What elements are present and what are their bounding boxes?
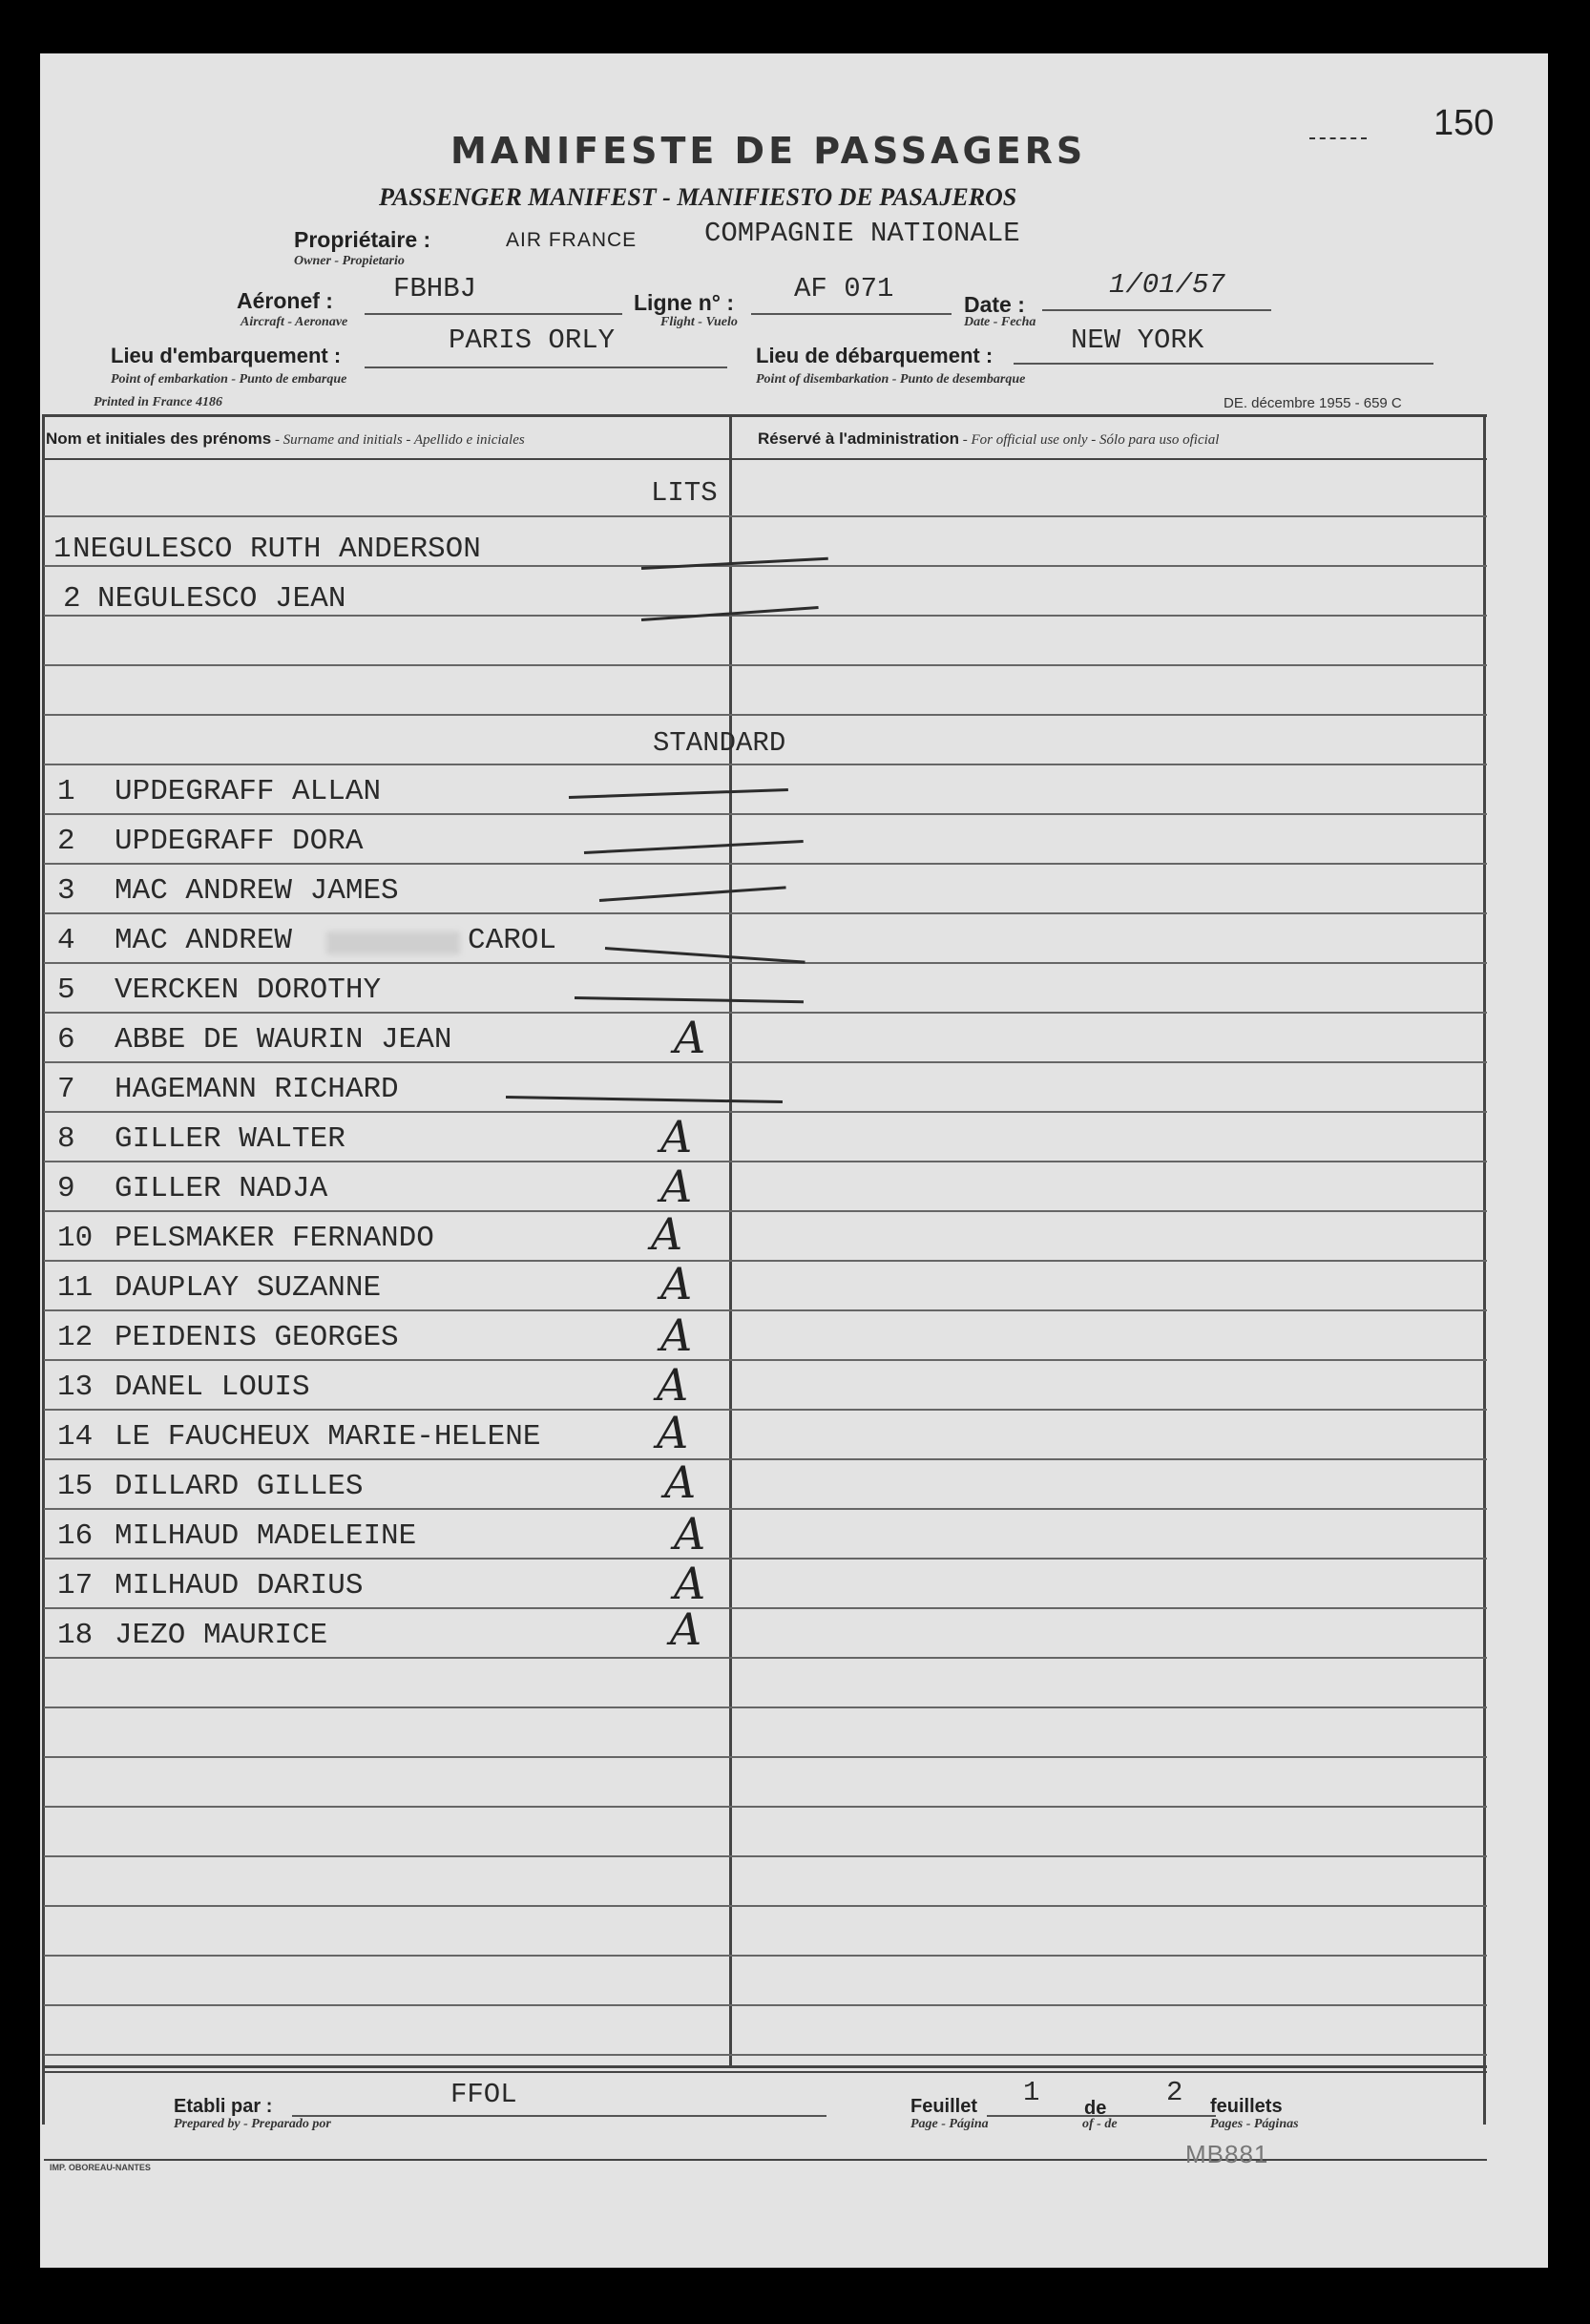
- row-number: 2: [57, 825, 75, 858]
- flight-label: Ligne n° :: [634, 290, 735, 315]
- passenger-name: VERCKEN DOROTHY: [115, 974, 382, 1007]
- date-value: 1/01/57: [1109, 269, 1225, 301]
- table-row: [40, 1166, 1472, 1216]
- table-right-border: [1483, 414, 1486, 2125]
- page-title: MANIFESTE DE PASSAGERS: [450, 130, 1087, 172]
- row-number: 6: [57, 1023, 75, 1057]
- passenger-name: DANEL LOUIS: [115, 1371, 310, 1404]
- column-header-admin-italic: - For official use only - Sólo para uso oficial: [958, 432, 1220, 448]
- passenger-name: PEIDENIS GEORGES: [115, 1321, 399, 1354]
- aircraft-label: Aéronef :: [237, 288, 333, 313]
- date-underline: [1042, 309, 1271, 311]
- handwritten-a-mark: A: [660, 1111, 693, 1162]
- handwritten-a-mark: A: [660, 1161, 693, 1212]
- row-rule: [44, 664, 1487, 666]
- sheet-sublabel-pages: Pages - Páginas: [1210, 2117, 1299, 2131]
- row-number: 13: [57, 1371, 94, 1404]
- table-row: [40, 769, 1472, 819]
- row-number: 7: [57, 1073, 75, 1106]
- row-number: 2: [63, 582, 81, 616]
- handwritten-a-mark: A: [660, 1258, 693, 1309]
- handwritten-a-mark: A: [657, 1359, 689, 1411]
- sheet-suffix: feuillets: [1210, 2096, 1283, 2117]
- table-row: [40, 1464, 1472, 1514]
- manifest-sheet: [40, 53, 1548, 2268]
- table-row-lits-2: [40, 576, 1472, 626]
- passenger-name: UPDEGRAFF DORA: [115, 825, 364, 858]
- sheet-label: Feuillet: [910, 2096, 978, 2117]
- row-number: 17: [57, 1569, 94, 1602]
- passenger-name: NEGULESCO JEAN: [97, 582, 346, 616]
- owner-sublabel: Owner - Propietario: [294, 254, 405, 268]
- aircraft-sublabel: Aircraft - Aeronave: [241, 315, 348, 329]
- row-rule: [44, 1855, 1487, 1857]
- table-row: [40, 1563, 1472, 1613]
- embark-label: Lieu d'embarquement :: [111, 344, 342, 367]
- date-label: Date :: [964, 292, 1025, 317]
- row-rule: [44, 515, 1487, 517]
- handwritten-a-mark: A: [657, 1407, 689, 1458]
- table-row: [40, 1266, 1472, 1315]
- table-row: [40, 1613, 1472, 1663]
- flight-value: AF 071: [794, 273, 894, 304]
- disembark-value: NEW YORK: [1071, 325, 1204, 356]
- passenger-name: DILLARD GILLES: [115, 1470, 364, 1503]
- row-number: 18: [57, 1619, 94, 1652]
- page-dash: [1309, 137, 1367, 139]
- passenger-name: UPDEGRAFF ALLAN: [115, 775, 382, 808]
- passenger-name: HAGEMANN RICHARD: [115, 1073, 399, 1106]
- row-rule: [44, 1806, 1487, 1808]
- table-bottom-border: [44, 2065, 1487, 2068]
- row-rule: [44, 1905, 1487, 1907]
- passenger-name: LE FAUCHEUX MARIE-HELENE: [115, 1420, 541, 1454]
- table-row: [40, 1414, 1472, 1464]
- handwritten-a-mark: A: [674, 1558, 706, 1609]
- page-subtitle: PASSENGER MANIFEST - MANIFIESTO DE PASAJEROS: [379, 183, 1017, 211]
- aircraft-underline: [365, 313, 622, 315]
- handwritten-a-mark: A: [664, 1456, 697, 1508]
- owner-value: AIR FRANCE: [506, 229, 638, 251]
- prepared-label: Etabli par :: [174, 2096, 273, 2117]
- table-row: [40, 1067, 1472, 1117]
- table-top-border: [44, 414, 1487, 417]
- printer-note: IMP. OBOREAU-NANTES: [50, 2163, 151, 2172]
- column-header-admin: [758, 429, 1219, 449]
- table-row: [40, 869, 1472, 918]
- row-rule: [44, 2004, 1487, 2006]
- form-bottom-border: [44, 2159, 1487, 2161]
- embark-sublabel: Point of embarkation - Punto de embarque: [111, 372, 347, 387]
- row-number: 1: [53, 533, 72, 566]
- passenger-name: JEZO MAURICE: [115, 1619, 328, 1652]
- row-rule: [44, 2054, 1487, 2056]
- prepared-underline: [292, 2115, 826, 2117]
- sheet-total: 2: [1166, 2077, 1183, 2108]
- passenger-name-extra: CAROL: [468, 924, 557, 957]
- row-number: 12: [57, 1321, 94, 1354]
- row-number: 3: [57, 874, 75, 908]
- page-number: 150: [1433, 103, 1495, 143]
- table-row: [40, 1117, 1472, 1166]
- row-number: 8: [57, 1122, 75, 1156]
- row-number: 10: [57, 1222, 94, 1255]
- passenger-name: MAC ANDREW JAMES: [115, 874, 399, 908]
- date-sublabel: Date - Fecha: [964, 315, 1036, 329]
- row-rule: [44, 1706, 1487, 1708]
- passenger-name: PELSMAKER FERNANDO: [115, 1222, 434, 1255]
- embark-value: PARIS ORLY: [449, 325, 616, 356]
- row-number: 16: [57, 1519, 94, 1553]
- row-rule: [44, 1955, 1487, 1957]
- table-row: [40, 1514, 1472, 1563]
- column-header-bottom: [44, 458, 1487, 460]
- stamp-mark: MB881: [1185, 2140, 1269, 2168]
- handwritten-a-mark: A: [660, 1309, 693, 1361]
- table-bottom-border-2: [44, 2071, 1487, 2073]
- handwritten-a-mark: A: [674, 1012, 706, 1063]
- table-row: [40, 918, 1472, 968]
- handwritten-a-mark: A: [674, 1508, 706, 1560]
- column-header-name-bold: Nom et initiales des prénoms: [46, 429, 272, 448]
- embark-underline: [365, 366, 727, 368]
- form-code: DE. décembre 1955 - 659 C: [1224, 395, 1402, 411]
- table-row: [40, 1017, 1472, 1067]
- disembark-underline: [1014, 363, 1433, 365]
- sheet-of: de: [1084, 2098, 1107, 2119]
- flight-sublabel: Flight - Vuelo: [660, 315, 738, 329]
- section-lits: LITS: [651, 477, 718, 509]
- handwritten-a-mark: A: [670, 1603, 702, 1655]
- passenger-name: GILLER WALTER: [115, 1122, 345, 1156]
- redaction-smudge: [326, 932, 460, 954]
- handwritten-a-mark: A: [651, 1208, 683, 1260]
- section-standard: STANDARD: [653, 727, 786, 759]
- row-number: 11: [57, 1271, 94, 1305]
- disembark-sublabel: Point of disembarkation - Punto de desembarque: [756, 372, 1026, 387]
- row-rule: [44, 714, 1487, 716]
- column-header-admin-bold: Réservé à l'administration: [758, 429, 959, 448]
- table-row-lits-1: [40, 527, 1472, 576]
- table-row: [40, 1216, 1472, 1266]
- disembark-label: Lieu de débarquement :: [756, 344, 994, 367]
- row-rule: [44, 764, 1487, 765]
- sheet-sublabel-of: of - de: [1082, 2117, 1118, 2131]
- row-number: 1: [57, 775, 75, 808]
- row-number: 4: [57, 924, 75, 957]
- passenger-name: ABBE DE WAURIN JEAN: [115, 1023, 452, 1057]
- passenger-name: GILLER NADJA: [115, 1172, 328, 1205]
- sheet-sublabel-page: Page - Página: [910, 2117, 989, 2131]
- aircraft-value: FBHBJ: [393, 273, 477, 304]
- passenger-name: MILHAUD DARIUS: [115, 1569, 364, 1602]
- row-rule: [44, 1756, 1487, 1758]
- column-header-name-italic: - Surname and initials - Apellido e iniciales: [271, 432, 525, 448]
- flight-underline: [751, 313, 952, 315]
- passenger-name: DAUPLAY SUZANNE: [115, 1271, 382, 1305]
- row-number: 5: [57, 974, 75, 1007]
- prepared-sublabel: Prepared by - Preparado por: [174, 2117, 331, 2131]
- sheet-value: 1: [1023, 2077, 1040, 2108]
- prepared-value: FFOL: [450, 2079, 517, 2110]
- passenger-name: MAC ANDREW: [115, 924, 293, 957]
- owner-extra: COMPAGNIE NATIONALE: [704, 218, 1020, 249]
- table-row: [40, 1315, 1472, 1365]
- passenger-name: NEGULESCO RUTH ANDERSON: [73, 533, 481, 566]
- table-row: [40, 1365, 1472, 1414]
- row-number: 9: [57, 1172, 75, 1205]
- owner-label: Propriétaire :: [294, 227, 431, 252]
- row-number: 15: [57, 1470, 94, 1503]
- column-header-name: [46, 429, 525, 449]
- table-row: [40, 968, 1472, 1017]
- printed-note: Printed in France 4186: [94, 395, 222, 409]
- passenger-name: MILHAUD MADELEINE: [115, 1519, 417, 1553]
- row-number: 14: [57, 1420, 94, 1454]
